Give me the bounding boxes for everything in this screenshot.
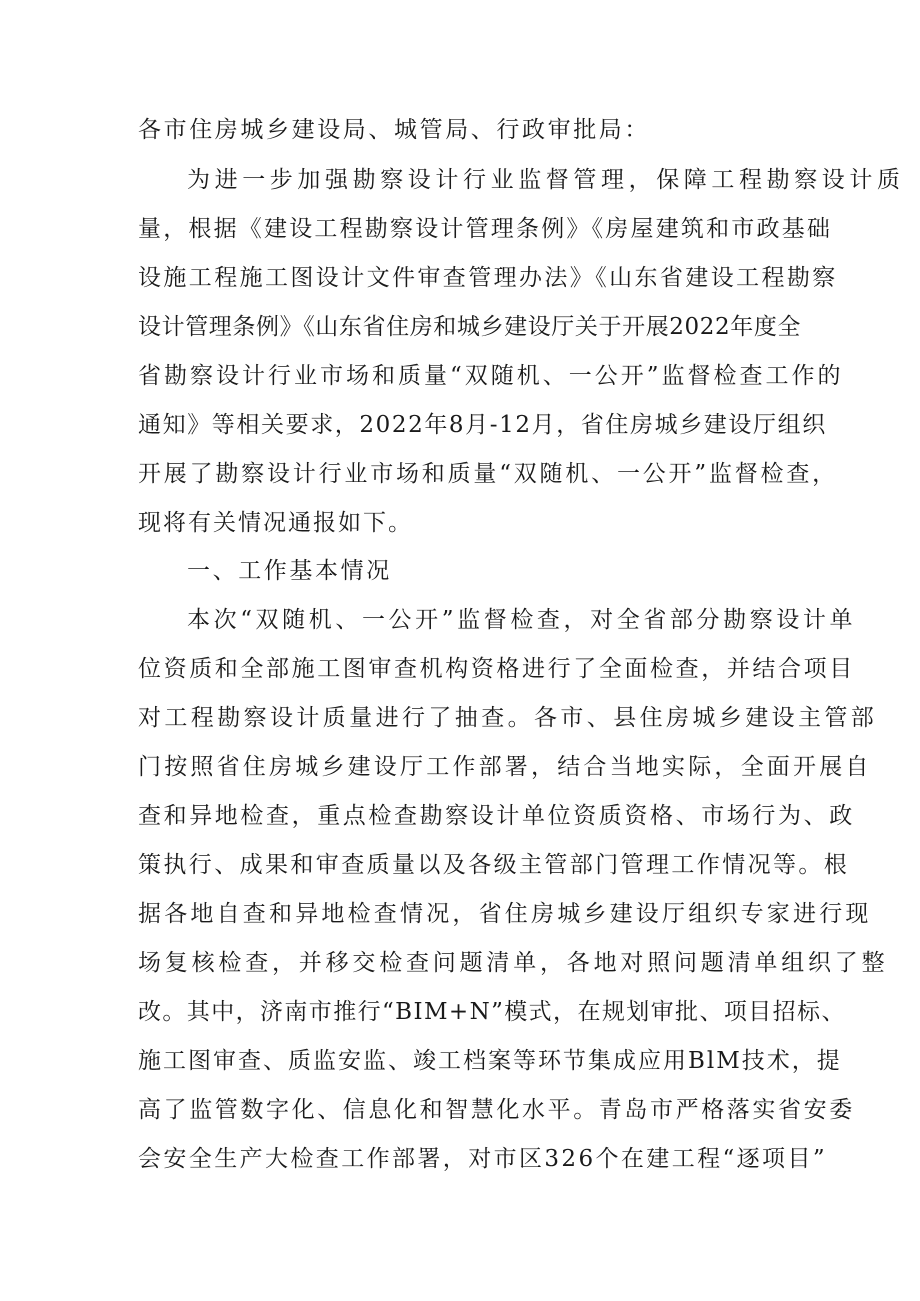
paragraph-line: 本次“双随机、一公开”监督检查，对全省部分勘察设计单: [187, 607, 857, 633]
paragraph-line: 现将有关情况通报如下。: [138, 510, 413, 536]
paragraph-line: 据各地自查和异地检查情况，省住房城乡建设厅组织专家进行现: [138, 901, 872, 927]
paragraph-line: 查和异地检查，重点检查勘察设计单位资质资格、市场行为、政: [138, 803, 855, 829]
paragraph-line: 通知》等相关要求，2022年8月-12月，省住房城乡建设厅组织: [138, 412, 827, 438]
paragraph-line: 高了监管数字化、信息化和智慧化水平。青岛市严格落实省安委: [138, 1097, 855, 1123]
paragraph-line: 省勘察设计行业市场和质量“双随机、一公开”监督检查工作的: [138, 363, 844, 389]
paragraph-line: 门按照省住房城乡建设厅工作部署，结合当地实际，全面开展自: [138, 754, 872, 780]
paragraph-line: 对工程勘察设计质量进行了抽查。各市、县住房城乡建设主管部: [138, 705, 878, 731]
paragraph-line: 策执行、成果和审查质量以及各级主管部门管理工作情况等。根: [138, 852, 850, 878]
section-heading: 一、工作基本情况: [187, 558, 392, 584]
paragraph-line: 设计管理条例》《山东省住房和城乡建设厅关于开展2022年度全: [138, 314, 802, 340]
salutation: 各市住房城乡建设局、城管局、行政审批局：: [138, 117, 650, 143]
paragraph-line: 场复核检查，并移交检查问题清单，各地对照问题清单组织了整: [138, 950, 889, 976]
paragraph-line: 量，根据《建设工程勘察设计管理条例》《房屋建筑和市政基础: [138, 216, 833, 242]
paragraph-line: 为进一步加强勘察设计行业监督管理，保障工程勘察设计质: [187, 167, 905, 193]
paragraph-line: 改。其中，济南市推行“BIM+N”模式，在规划审批、项目招标、: [138, 999, 846, 1025]
paragraph-line: 施工图审查、质监安监、竣工档案等环节集成应用BlM技术，提: [138, 1048, 842, 1074]
paragraph-line: 设施工程施工图设计文件审查管理办法》《山东省建设工程勘察: [138, 265, 838, 291]
paragraph-line: 开展了勘察设计行业市场和质量“双随机、一公开”监督检查，: [138, 461, 838, 487]
paragraph-line: 位资质和全部施工图审查机构资格进行了全面检查，并结合项目: [138, 656, 855, 682]
paragraph-line: 会安全生产大检查工作部署，对市区326个在建工程“逐项目”: [138, 1146, 828, 1172]
